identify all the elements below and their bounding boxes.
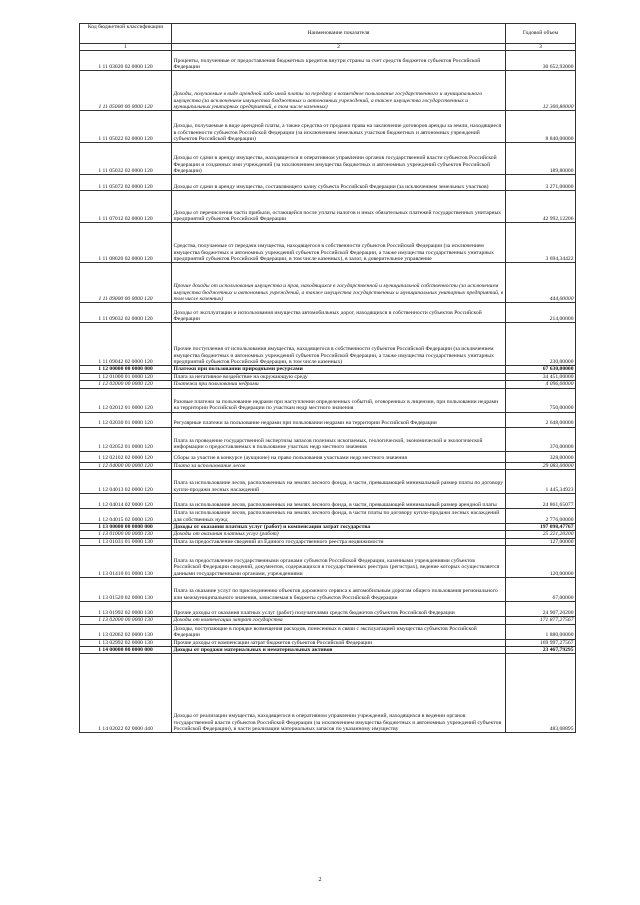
- row-value: 67 630,00000: [506, 366, 576, 373]
- header-name: Наименование показателя: [172, 24, 506, 44]
- row-value: 2 776,00000: [506, 509, 576, 524]
- table-row: [80, 617, 576, 624]
- row-code: 1 12 04015 02 0000 120: [80, 509, 172, 524]
- table-row: [80, 175, 576, 191]
- row-code: 1 13 01000 00 0000 130: [80, 531, 172, 538]
- row-code: 1 11 05022 02 0000 120: [80, 111, 172, 143]
- table-row: [80, 263, 576, 303]
- table-row: [80, 223, 576, 263]
- row-value: 24 907,20200: [506, 602, 576, 617]
- row-code: 1 14 02022 02 0000 440: [80, 654, 172, 733]
- row-name: Доходы от оказания платных услуг (работ): [172, 531, 506, 538]
- row-value: 127,00000: [506, 538, 576, 545]
- row-code: 1 13 00000 00 0000 000: [80, 524, 172, 531]
- table-row: [80, 494, 576, 509]
- table-row: [80, 546, 576, 578]
- row-value: 3 694,34422: [506, 223, 576, 263]
- row-code: 1 11 05072 02 0000 120: [80, 175, 172, 191]
- row-name: Прочие поступления от использования имущества, находящегося в собственности субъектов Российской Федерации (за исключением имущества бюджетных и автономных учреждений субъектов Российской Федерации, а также имущества государственных унитарных предприятий субъектов Российской Федерации, в том числе казенных): [172, 323, 506, 366]
- table-row: [80, 427, 576, 451]
- row-name: Средства, получаемые от передачи имущества, находящегося в собственности субъектов Российской Федерации (за исключением имущества бюджетных и автономных учреждений субъектов Российской Федерации, а также имущества государственных унитарных предприятий субъектов Российской Федерации, в том числе казенных), в залог, в доверительное управление: [172, 223, 506, 263]
- row-name: Доходы, поступающие в порядке возмещения расходов, понесенных в связи с эксплуатацией имущества субъектов Российской Федерации: [172, 624, 506, 639]
- table-row: [80, 373, 576, 380]
- table-row: [80, 509, 576, 524]
- row-value: 12 300,80000: [506, 71, 576, 111]
- table-row: [80, 470, 576, 494]
- row-code: 1 11 03020 02 0000 120: [80, 51, 172, 71]
- row-value: 42 992,12206: [506, 191, 576, 223]
- row-code: 1 12 02052 01 0000 120: [80, 427, 172, 451]
- row-value: 23 467,79295: [506, 647, 576, 654]
- header-code: Код бюджетной классификации: [80, 24, 172, 44]
- table-row: [80, 578, 576, 602]
- row-code: 1 12 02000 00 0000 120: [80, 381, 172, 388]
- row-value: 169 997,27567: [506, 639, 576, 646]
- page-number: 2: [318, 877, 322, 883]
- table-row: [80, 639, 576, 646]
- row-value: 328,00000: [506, 451, 576, 462]
- row-name: Доходы от сдачи в аренду имущества, находящегося в оперативном управлении органов государственной власти субъектов Российской Федерации и созданных ими учреждений (за исключением имущества бюджетных и автономных учреждений субъектов Российской Федерации): [172, 143, 506, 175]
- table-row: [80, 388, 576, 412]
- row-code: 1 11 08020 02 0000 120: [80, 223, 172, 263]
- row-name: Доходы от перечисления части прибыли, остающейся после уплаты налогов и иных обязательных платежей государственных унитарных предприятий субъектов Российской Федерации: [172, 191, 506, 223]
- row-name: Плата за предоставление государственными органами субъектов Российской Федерации, казенными учреждениями субъектов Российской Федерации сведений, документов, содержащихся в государственных реестрах (регистрах), ведение которых осуществляется данными государственными органами, учреждениями: [172, 546, 506, 578]
- row-name: Плата за использование лесов, расположенных на землях лесного фонда, в части, превышающей минимальный размер арендной платы: [172, 494, 506, 509]
- row-name: Плата за негативное воздействие на окружающую среду: [172, 373, 506, 380]
- row-code: 1 11 09032 02 0000 120: [80, 303, 172, 323]
- table-row: [80, 451, 576, 462]
- row-name: Прочие доходы от оказания платных услуг (работ) получателями средств бюджетов субъектов Российской Федерации: [172, 602, 506, 617]
- row-value: 171 877,27567: [506, 617, 576, 624]
- header-num-1: 1: [80, 44, 172, 51]
- row-name: Регулярные платежи за пользование недрами при пользовании недрами на территории Российской Федерации: [172, 412, 506, 427]
- row-name: Плата за использование лесов, расположенных на землях лесного фонда, в части, превышающей минимальный размер платы по договору купли-продажи лесных насаждений: [172, 470, 506, 494]
- row-name: Плата за предоставление сведений из Единого государственного реестра недвижимости: [172, 538, 506, 545]
- row-name: Доходы от эксплуатации и использования имущества автомобильных дорог, находящихся в собственности субъектов Российской Федерации: [172, 303, 506, 323]
- revenue-table: [79, 23, 576, 733]
- row-code: 1 13 02992 02 0000 130: [80, 639, 172, 646]
- row-name: Сборы за участие в конкурсе (аукционе) на право пользования участками недр местного значения: [172, 451, 506, 462]
- row-name: Прочие доходы от использования имущества и прав, находящихся в государственной и муниципальной собственности (за исключением имущества бюджетных и автономных учреждений, а также имущества государственных и муниципальных унитарных предприятий, в том числе казенных): [172, 263, 506, 303]
- table-row: [80, 111, 576, 143]
- row-name: Плата за оказание услуг по присоединению объектов дорожного сервиса к автомобильным дорогам общего пользования регионального или межмуниципального значения, зачисляемая в бюджеты субъектов Российской Федерации: [172, 578, 506, 602]
- table-row: [80, 323, 576, 366]
- row-name: Плата за использование лесов, расположенных на землях лесного фонда, в части платы по договору купли-продажи лесных насаждений для собственных нужд: [172, 509, 506, 524]
- table-row: [80, 191, 576, 223]
- row-name: Плата за использование лесов: [172, 462, 506, 469]
- table-row: [80, 531, 576, 538]
- row-value: 30 652,92000: [506, 51, 576, 71]
- table-row: [80, 71, 576, 111]
- row-value: 34 451,00000: [506, 373, 576, 380]
- row-code: 1 12 04000 00 0000 120: [80, 462, 172, 469]
- row-name: Доходы от сдачи в аренду имущества, составляющего казну субъекта Российской Федерации (за исключением земельных участков): [172, 175, 506, 191]
- row-code: 1 13 01031 01 0000 130: [80, 538, 172, 545]
- row-code: 1 14 00000 00 0000 000: [80, 647, 172, 654]
- row-value: 214,00000: [506, 303, 576, 323]
- row-value: 444,00000: [506, 263, 576, 303]
- row-value: 8 840,00000: [506, 111, 576, 143]
- row-code: 1 12 00000 00 0000 000: [80, 366, 172, 373]
- row-value: 230,00000: [506, 323, 576, 366]
- table-row: [80, 647, 576, 654]
- row-value: 1 445,34923: [506, 470, 576, 494]
- row-value: 750,00000: [506, 388, 576, 412]
- row-value: 197 098,47767: [506, 524, 576, 531]
- table-row: [80, 381, 576, 388]
- row-code: 1 13 02000 00 0000 130: [80, 617, 172, 624]
- row-name: Доходы от оказания платных услуг (работ) и компенсации затрат государства: [172, 524, 506, 531]
- row-name: Прочие доходы от компенсации затрат бюджетов субъектов Российской Федерации: [172, 639, 506, 646]
- table-body: [80, 51, 576, 733]
- row-code: 1 13 02062 02 0000 130: [80, 624, 172, 639]
- table-row: [80, 143, 576, 175]
- row-code: 1 12 02012 01 0000 120: [80, 388, 172, 412]
- row-name: Доходы, получаемые в виде арендной платы, а также средства от продажи права на заключение договоров аренды за земли, находящиеся в собственности субъектов Российской Федерации (за исключением земельных участков бюджетных и автономных учреждений субъектов Российской Федерации): [172, 111, 506, 143]
- table-row: [80, 303, 576, 323]
- row-code: 1 11 07012 02 0000 120: [80, 191, 172, 223]
- row-code: 1 11 09042 02 0000 120: [80, 323, 172, 366]
- row-code: 1 11 09000 00 0000 120: [80, 263, 172, 303]
- table-row: [80, 654, 576, 733]
- row-code: 1 13 01520 02 0000 130: [80, 578, 172, 602]
- row-name: Доходы от реализации имущества, находящегося в оперативном управлении учреждений, находящихся в ведении органов государственной власти субъектов Российской Федерации (за исключением имущества бюджетных и автономных учреждений субъектов Российской Федерации), в части реализации материальных запасов по указанному имуществу: [172, 654, 506, 733]
- table-row: [80, 524, 576, 531]
- row-code: 1 13 01410 01 0000 130: [80, 546, 172, 578]
- row-code: 1 12 04013 02 0000 120: [80, 470, 172, 494]
- row-code: 1 11 05000 00 0000 120: [80, 71, 172, 111]
- row-code: 1 12 02030 01 0000 120: [80, 412, 172, 427]
- row-value: 1 880,00000: [506, 624, 576, 639]
- table-row: [80, 51, 576, 71]
- row-name: Доходы от продажи материальных и нематериальных активов: [172, 647, 506, 654]
- table-header: [80, 24, 576, 51]
- table-row: [80, 412, 576, 427]
- table-row: [80, 624, 576, 639]
- table-row: [80, 602, 576, 617]
- row-value: 3 271,00000: [506, 175, 576, 191]
- table-row: [80, 366, 576, 373]
- row-value: 24 861,65077: [506, 494, 576, 509]
- row-name: Доходы, получаемые в виде арендной либо иной платы за передачу в возмездное пользование государственного и муниципального имущества (за исключением имущества бюджетных и автономных учреждений, а также имущества государственных и муниципальных унитарных предприятий, в том числе казенных): [172, 71, 506, 111]
- row-name: Проценты, полученные от предоставления бюджетных кредитов внутри страны за счет средств бюджетов субъектов Российской Федерации: [172, 51, 506, 71]
- table-row: [80, 462, 576, 469]
- row-value: 4 096,00000: [506, 381, 576, 388]
- header-value: Годовой объем: [506, 24, 576, 44]
- row-name: Платежи при пользовании недрами: [172, 381, 506, 388]
- row-value: 29 083,00000: [506, 462, 576, 469]
- header-num-3: 3: [506, 44, 576, 51]
- row-name: Доходы от компенсации затрат государства: [172, 617, 506, 624]
- row-value: 2 648,00000: [506, 412, 576, 427]
- row-code: 1 12 01000 01 0000 120: [80, 373, 172, 380]
- row-code: 1 13 01992 02 0000 130: [80, 602, 172, 617]
- row-value: 120,00000: [506, 546, 576, 578]
- row-name: Плата за проведение государственной экспертизы запасов полезных ископаемых, геологической, экономической и экологической информации о предоставляемых в пользование участках недр местного значения: [172, 427, 506, 451]
- row-value: 67,00000: [506, 578, 576, 602]
- header-num-2: 2: [172, 44, 506, 51]
- row-value: 370,00000: [506, 427, 576, 451]
- table-row: [80, 538, 576, 545]
- row-name: Разовые платежи за пользование недрами при наступлении определенных событий, оговоренных в лицензии, при пользовании недрами на территории Российской Федерации по участкам недр местного значения: [172, 388, 506, 412]
- row-value: 189,80000: [506, 143, 576, 175]
- row-code: 1 12 04014 02 0000 120: [80, 494, 172, 509]
- row-code: 1 11 05032 02 0000 120: [80, 143, 172, 175]
- row-code: 1 12 02102 02 0000 120: [80, 451, 172, 462]
- row-value: 483,08895: [506, 654, 576, 733]
- row-value: 25 221,20200: [506, 531, 576, 538]
- row-name: Платежи при пользовании природными ресурсами: [172, 366, 506, 373]
